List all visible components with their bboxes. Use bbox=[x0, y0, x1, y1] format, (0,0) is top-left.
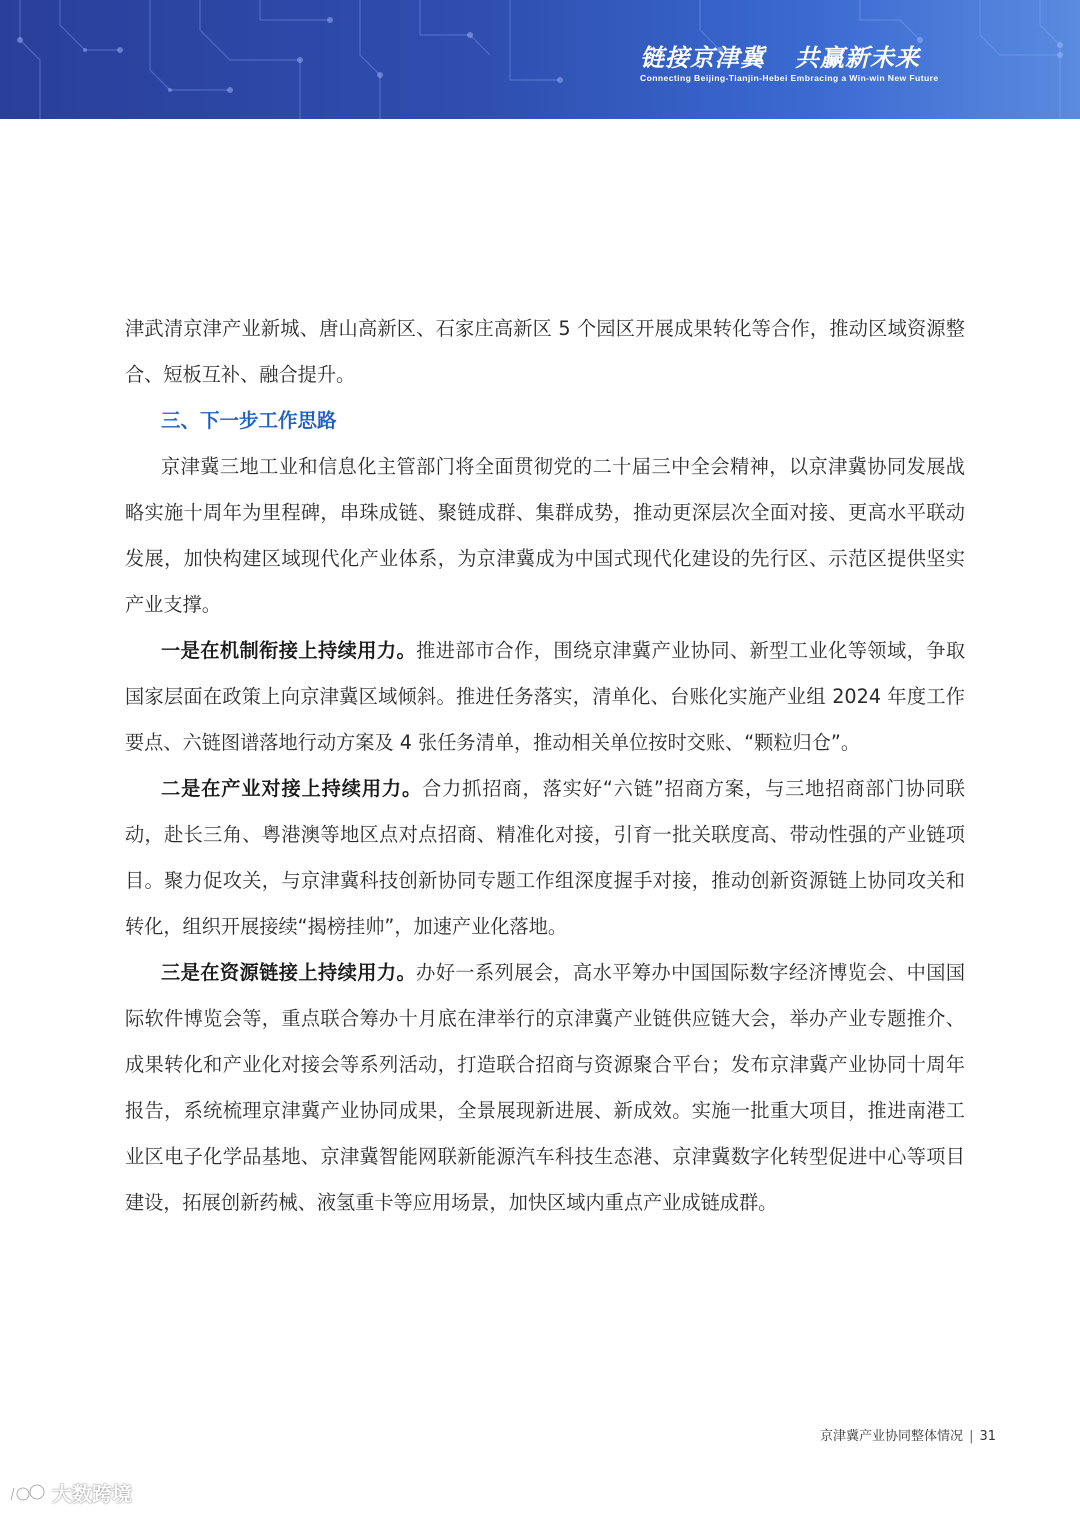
paragraph-text-industry: 合力抓招商，落实好“六链”招商方案，与三地招商部门协同联动，赴长三角、粤港澳等地区点对点招商、精准化对接，引育一批关联度高、带动性强的产业链项目。聚力促攻关，与京津冀科技创新协同专题工作组深度握手对接，推动创新资源链上协同攻关和转化，组织开展接续“揭榜挂帅”，加速产业化落地。 bbox=[125, 777, 965, 938]
header-banner bbox=[0, 0, 1080, 119]
slogan-part2: 共赢新未来 bbox=[795, 44, 920, 72]
page-number: 31 bbox=[979, 1429, 996, 1444]
slogan-part1: 链接京津冀 bbox=[640, 44, 765, 72]
section-heading: 三、下一步工作思路 bbox=[161, 409, 337, 432]
watermark-logo-icon bbox=[8, 1480, 48, 1506]
paragraph-resources bbox=[125, 950, 965, 1226]
page-footer bbox=[820, 1425, 996, 1444]
paragraph-lead-resources: 三是在资源链接上持续用力。 bbox=[161, 961, 417, 984]
paragraph-mechanism bbox=[125, 628, 965, 766]
paragraph-intro: 京津冀三地工业和信息化主管部门将全面贯彻党的二十届三中全会精神，以京津冀协同发展战略实施十周年为里程碑，串珠成链、聚链成群、集群成势，推动更深层次全面对接、更高水平联动发展，加快构建区域现代化产业体系，为京津冀成为中国式现代化建设的先行区、示范区提供坚实产业支撑。 bbox=[125, 455, 965, 616]
paragraph-lead-mechanism: 一是在机制衔接上持续用力。 bbox=[161, 639, 417, 662]
slogan-chinese bbox=[640, 44, 970, 72]
paragraph-industry bbox=[125, 766, 965, 950]
document-body bbox=[125, 306, 965, 1226]
footer-separator: | bbox=[969, 1429, 974, 1444]
paragraph-text-resources: 办好一系列展会，高水平筹办中国国际数字经济博览会、中国国际软件博览会等，重点联合筹办十月底在津举行的京津冀产业链供应链大会，举办产业专题推介、成果转化和产业化对接会等系列活动，打造联合招商与资源聚合平台；发布京津冀产业协同十周年报告，系统梳理京津冀产业协同成果，全景展现新进展、新成效。实施一批重大项目，推进南港工业区电子化学品基地、京津冀智能网联新能源汽车科技生态港、京津冀数字化转型促进中心等项目建设，拓展创新药械、液氢重卡等应用场景，加快区域内重点产业成链成群。 bbox=[125, 961, 966, 1214]
header-slogan bbox=[640, 44, 970, 83]
watermark bbox=[8, 1478, 132, 1507]
slogan-english: Connecting Beijing-Tianjin-Hebei Embracing a Win-win New Future bbox=[640, 73, 939, 83]
paragraph-text-mechanism: 推进部市合作，围绕京津冀产业协同、新型工业化等领域，争取国家层面在政策上向京津冀区域倾斜。推进任务落实，清单化、台账化实施产业组 2024 年度工作要点、六链图谱落地行动方案及 4 张任务清单，推动相关单位按时交账、“颗粒归仓”。 bbox=[125, 639, 966, 754]
watermark-text: 大数跨境 bbox=[52, 1482, 132, 1506]
paragraph-continuation: 津武清京津产业新城、唐山高新区、石家庄高新区 5 个园区开展成果转化等合作，推动区域资源整合、短板互补、融合提升。 bbox=[125, 317, 965, 386]
paragraph-lead-industry: 二是在产业对接上持续用力。 bbox=[161, 777, 423, 800]
footer-section-name: 京津冀产业协同整体情况 bbox=[820, 1429, 964, 1444]
